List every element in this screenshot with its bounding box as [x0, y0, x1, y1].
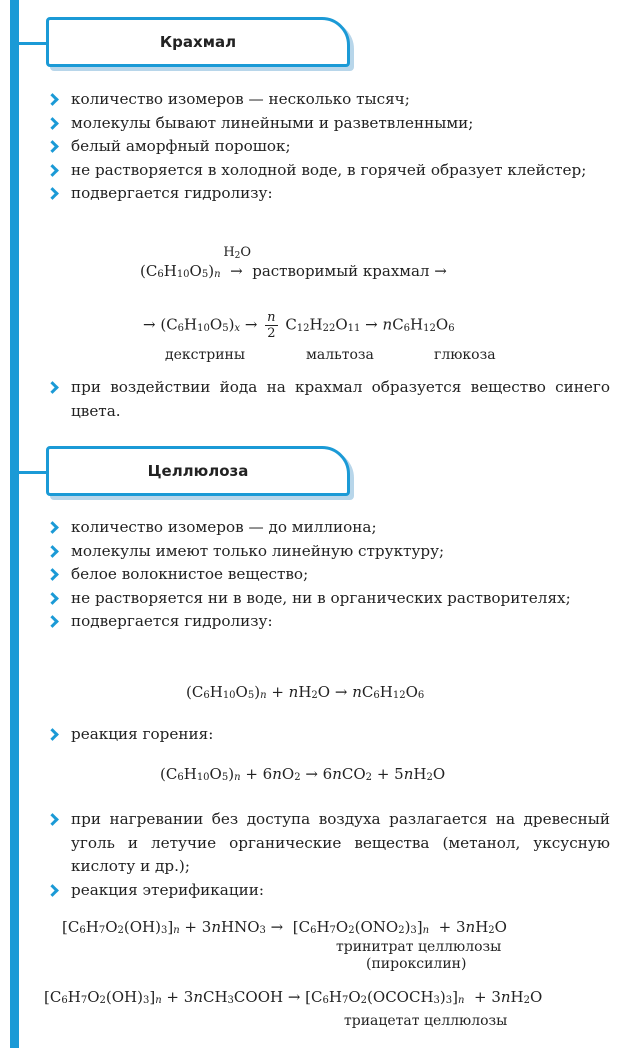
starch-hydrolysis-equation-1: $(C_6H_{10}O_5)_n$ $H_2O$ → растворимый крахмал →	[140, 245, 447, 280]
chevron-right-icon	[46, 545, 59, 558]
list-item	[46, 587, 610, 611]
chevron-right-icon	[46, 117, 59, 130]
chevron-right-icon	[46, 568, 59, 581]
list-item-text: количество изомеров — до миллиона;	[71, 518, 377, 536]
nitration-equation: $[C_6H_7O_2(OH)_3]_n$ + 3nHNO$_3$ → $[C_6H_7O_2(ONO_2)_3]_n + 3nH_2O$	[62, 918, 507, 936]
formula-text: растворимый крахмал	[252, 262, 430, 280]
section-title-text: Целлюлоза	[147, 462, 249, 480]
list-item-text: при нагревании без доступа воздуха разлагается на древесный уголь и летучие органические вещества (метанол, уксусную кислоту и др.);	[71, 810, 610, 875]
list-item	[46, 112, 610, 136]
list-item	[46, 376, 610, 423]
list-item-text: молекулы бывают линейными и разветвленными;	[71, 113, 474, 132]
acetylation-equation: $[C_6H_7O_2(OH)_3]_n$ + 3nCH$_3$COOH → $[C_6H_7O_2(OCOCH_3)_3]_n + 3nH_2O$	[44, 988, 543, 1006]
list-item-text: реакция горения:	[71, 725, 214, 743]
chevron-right-icon	[46, 187, 59, 200]
caption-glucose: глюкоза	[434, 347, 496, 363]
chevron-right-icon	[46, 521, 59, 534]
list-item	[46, 723, 610, 747]
starch-section-tail	[46, 376, 610, 423]
chevron-right-icon	[46, 813, 59, 826]
cellulose-combustion-equation: $(C_6H_{10}O_5)_n + 6nO_2 \to 6nCO_2 + 5nH_2O$	[160, 765, 446, 783]
caption-pyroxylin: (пироксилин)	[366, 956, 467, 972]
list-item-text: подвергается гидролизу:	[71, 184, 273, 202]
cellulose-combustion	[46, 723, 610, 747]
section-title-cellulose	[46, 446, 350, 496]
list-item	[46, 516, 610, 540]
list-item	[46, 563, 610, 587]
list-item-text: при воздействии йода на крахмал образуется вещество синего цвета.	[71, 378, 610, 420]
list-item	[46, 159, 610, 183]
chevron-right-icon	[46, 884, 59, 897]
cellulose-hydrolysis-equation: $(C_6H_{10}O_5)_n + nH_2O \to nC_6H_{12}O_6$	[186, 683, 425, 701]
chevron-right-icon	[46, 140, 59, 153]
list-item	[46, 135, 610, 159]
caption-maltose: мальтоза	[306, 347, 374, 363]
caption-dextrins: декстрины	[165, 347, 246, 363]
list-item	[46, 610, 610, 634]
list-item	[46, 182, 610, 206]
list-item	[46, 540, 610, 564]
list-item-text: белое волокнистое вещество;	[71, 565, 309, 583]
starch-hydrolysis-equation-2: → $(C_6H_{10}O_5)_x$ → $\frac{n}{2}$ $C_{12}H_{22}O_{11} \to nC_6H_{12}O_6$	[143, 310, 455, 341]
left-accent-bar	[10, 0, 19, 1048]
list-item-text: белый аморфный порошок;	[71, 137, 291, 155]
starch-section	[46, 88, 610, 206]
list-item-text: подвергается гидролизу:	[71, 612, 273, 630]
chevron-right-icon	[46, 592, 59, 605]
list-item-text: реакция этерификации:	[71, 880, 264, 899]
chevron-right-icon	[46, 728, 59, 741]
list-item-text: не растворяется в холодной воде, в горячей образует клейстер;	[71, 160, 587, 179]
list-item-text: не растворяется ни в воде, ни в органических растворителях;	[71, 588, 571, 607]
cellulose-section	[46, 516, 610, 634]
caption-trinitrate: тринитрат целлюлозы	[336, 939, 502, 955]
fraction: $\frac{n}{2}$	[267, 310, 276, 341]
header-connector	[19, 471, 47, 474]
reaction-arrow: $H_2O$ →	[223, 245, 252, 280]
section-title-starch	[46, 17, 350, 67]
list-item	[46, 808, 610, 879]
chevron-right-icon	[46, 381, 59, 394]
header-connector	[19, 42, 47, 45]
list-item	[46, 879, 610, 903]
cellulose-heating	[46, 808, 610, 902]
list-item-text: молекулы имеют только линейную структуру;	[71, 541, 445, 560]
list-item-text: количество изомеров — несколько тысяч;	[71, 90, 410, 108]
list-item	[46, 88, 610, 112]
caption-triacetate: триацетат целлюлозы	[344, 1013, 508, 1029]
section-title-text: Крахмал	[159, 33, 237, 51]
chevron-right-icon	[46, 615, 59, 628]
chevron-right-icon	[46, 93, 59, 106]
chevron-right-icon	[46, 164, 59, 177]
